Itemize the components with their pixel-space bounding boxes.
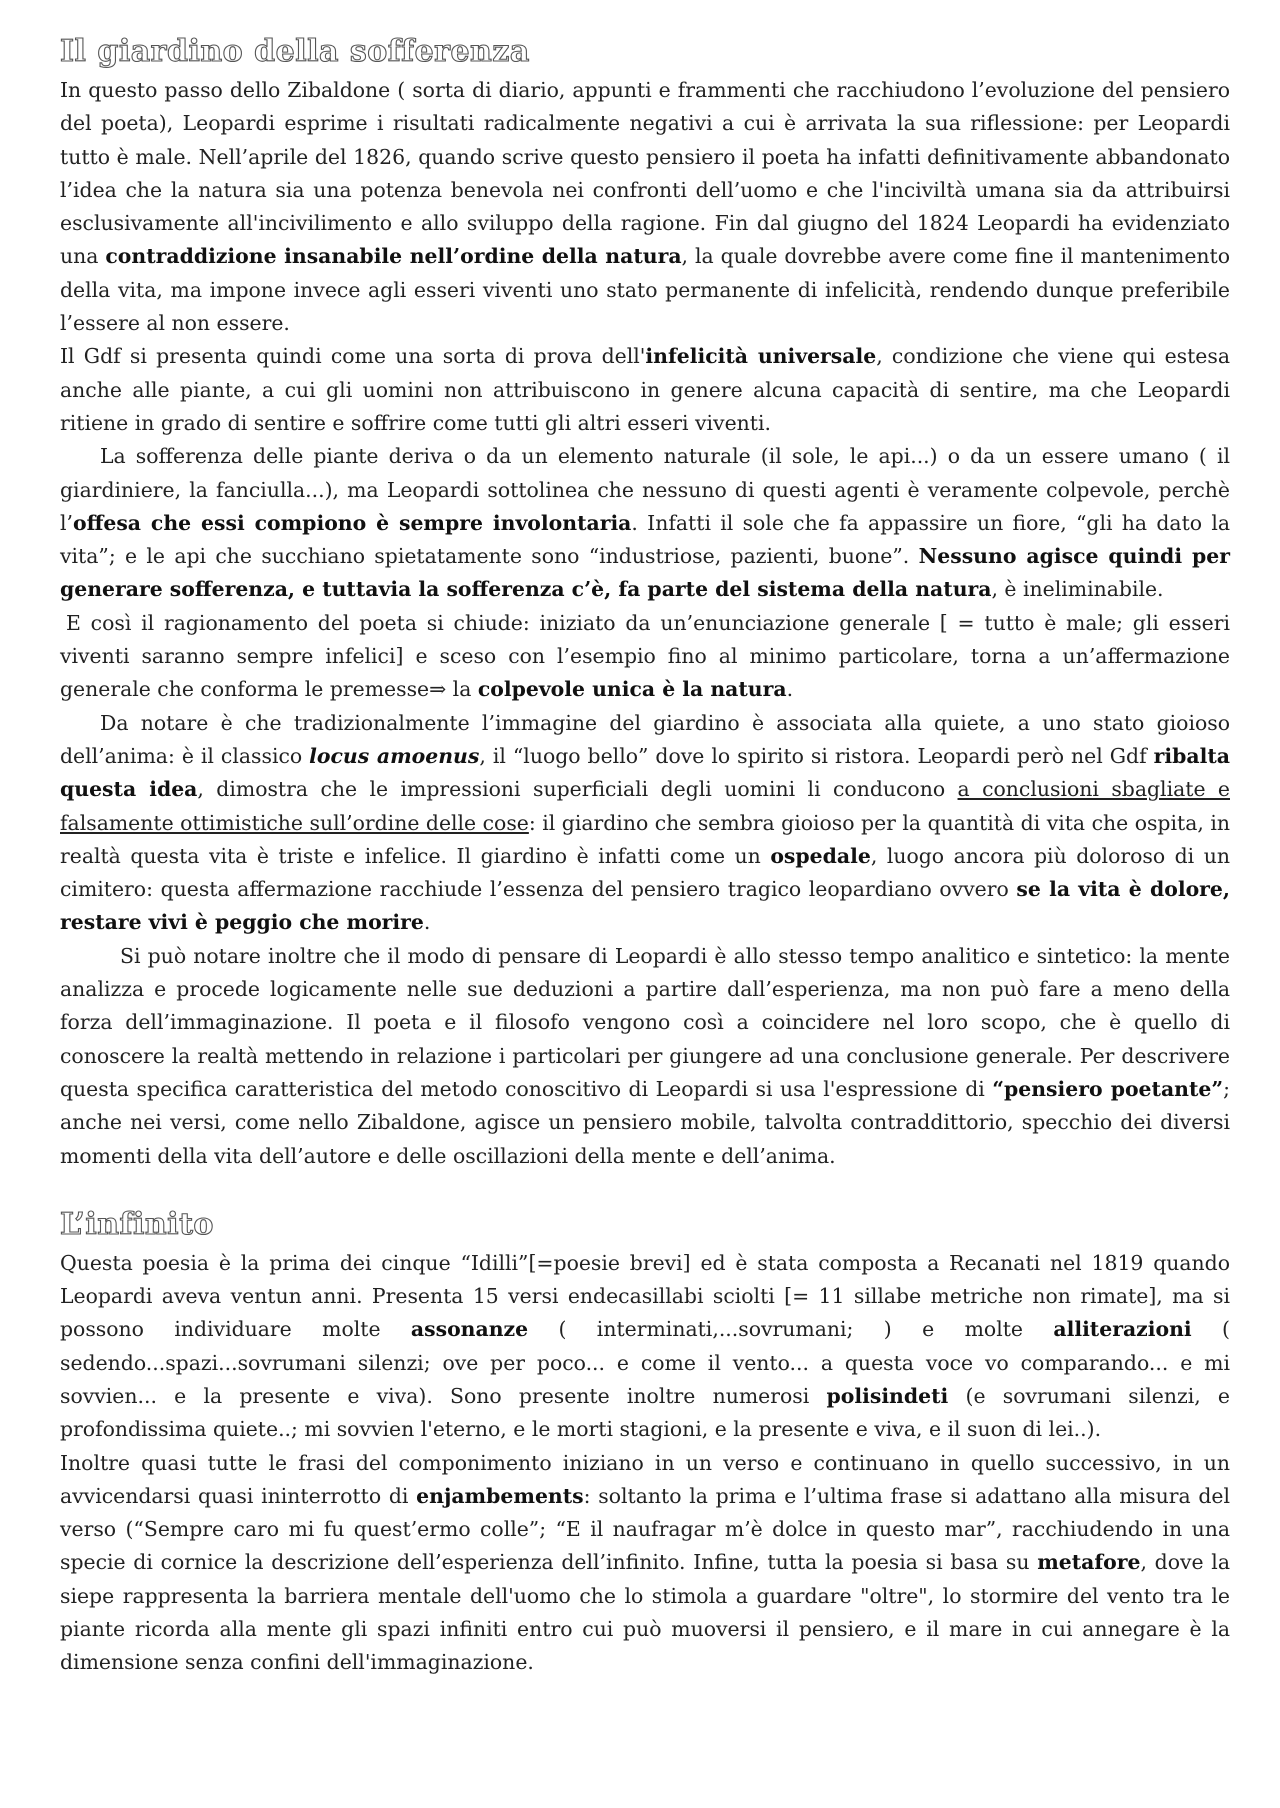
emphasis-text: locus amoenus [309, 743, 480, 768]
document-page [60, 30, 1230, 1680]
section-infinito [60, 1203, 1230, 1680]
text-run: Si può notare inoltre che il modo di pensare di Leopardi è allo stesso tempo analitico e sintetico: la mente analizza e procede logicamente nelle sue deduzioni a partire dall’esperienza, ma non può fare a meno della forza dell’immaginazione. Il poeta e il filosofo vengono così a coincidere nel loro scopo, che è quello di conoscere la realtà mettendo in relazione i particolari per giungere ad una conclusione generale. Per descrivere questa specifica caratteristica del metodo conoscitivo di Leopardi si usa l'espressione di [60, 943, 1230, 1101]
emphasis-text: assonanze [410, 1317, 529, 1342]
text-run: ( interminati,...sovrumani; ) e molte [528, 1317, 1054, 1342]
emphasis-text: Nessuno agisce quindi per generare sofferenza, e tuttavia la sofferenza c’è, fa parte del sistema della natura [60, 544, 1230, 602]
text-run: Il Gdf si presenta quindi come una sorta di prova dell' [60, 344, 646, 369]
text-run: , è ineliminabile. [991, 577, 1164, 602]
emphasis-text: infelicità universale [645, 344, 877, 369]
section-giardino [60, 30, 1230, 1173]
paragraph [60, 940, 1230, 1173]
emphasis-text: ospedale [770, 843, 871, 868]
paragraph [60, 440, 1230, 606]
section-body [60, 1247, 1230, 1680]
text-run: . Infatti il sole che fa appassire un fiore, “gli ha dato la vita”; e le api che succhiano spietatamente sono “industriose, pazienti, buone”. [60, 510, 1231, 569]
text-run: : soltanto la prima e l’ultima frase si adattano alla misura del verso (“Sempre caro mi fu quest’ermo colle”; “E il naufragar m’è dolce in questo mar”, racchiudendo in una specie di cornice la descrizione dell’esperienza dell’infinito. Infine, tutta la poesia si basa su [60, 1483, 1230, 1575]
emphasis-text: enjambements [416, 1483, 584, 1508]
emphasis-text: a conclusioni sbagliate e falsamente ottimistiche sull’ordine delle cose [60, 777, 1230, 835]
text-run: : il giardino che sembra gioioso per la quantità di vita che ospita, in realtà questa vita è triste e infelice. Il giardino è infatti come un [60, 810, 1230, 868]
text-run: , condizione che viene qui estesa anche alle piante, a cui gli uomini non attribuiscono in genere alcuna capacità di sentire, ma che Leopardi ritiene in grado di sentire e soffrire come tutti gli altri esseri viventi. [60, 344, 1230, 435]
emphasis-text: “pensiero poetante” [992, 1076, 1224, 1101]
text-run: Inoltre quasi tutte le frasi del componimento iniziano in un verso e continuano in quello successivo, in un avvicendarsi quasi ininterrotto di [60, 1450, 1230, 1508]
emphasis-text: polisindeti [826, 1383, 949, 1408]
text-run: . [423, 910, 431, 935]
text-run: , la quale dovrebbe avere come fine il mantenimento della vita, ma impone invece agli esseri viventi uno stato permanente di infelicità, rendendo dunque preferibile l’essere al non essere. [60, 244, 1231, 336]
paragraph [60, 340, 1230, 440]
emphasis-wrapper [309, 744, 479, 768]
emphasis-text: alliterazioni [1053, 1317, 1192, 1342]
text-run: , dove la siepe rappresenta la barriera mentale dell'uomo che lo stimola a guardare "oltre", lo stormire del vento tra le piante ricorda alla mente gli spazi infiniti entro cui può muoversi il pensiero, e il mare in cui annegare è la dimensione senza confini dell'immaginazione. [60, 1550, 1230, 1675]
emphasis-text: ribalta questa idea [60, 743, 1230, 802]
emphasis-text: colpevole unica è la natura [477, 677, 787, 702]
emphasis-text: se la vita è dolore, restare vivi è peggio che morire [60, 877, 1230, 935]
text-run: . [786, 677, 794, 702]
paragraph [60, 707, 1230, 940]
text-run: In questo passo dello Zibaldone ( sorta di diario, appunti e frammenti che racchiudono l’evoluzione del pensiero del poeta), Leopardi esprime i risultati radicalmente negativi a cui è arrivata la sua riflessione: per Leopardi tutto è male. Nell’aprile del 1826, quando scrive questo pensiero il poeta ha infatti definitivamente abbandonato l’idea che la natura sia una potenza benevola nei confronti dell’uomo e che l'inciviltà umana sia da attribuirsi esclusivamente all'incivilimento e allo sviluppo della ragione. Fin dal giugno del 1824 Leopardi ha evidenziato una [60, 78, 1230, 269]
paragraph [60, 607, 1230, 707]
text-run: La sofferenza delle piante deriva o da un elemento naturale (il sole, le api...) o da un essere umano ( il giardiniere, la fanciulla...), ma Leopardi sottolinea che nessuno di questi agenti è veramente colpevole, perchè l’ [60, 444, 1230, 535]
text-run: , il “luogo bello” dove lo spirito si ristora. Leopardi però nel Gdf [479, 743, 1154, 768]
text-run: Da notare è che tradizionalmente l’immagine del giardino è associata alla quiete, a uno stato gioioso dell’anima: è il classico [60, 710, 1230, 768]
text-run: (e sovrumani silenzi, e profondissima quiete..; mi sovvien l'eterno, e le morti stagioni, e la presente e viva, e il suon di lei..). [60, 1383, 1230, 1442]
section-body [60, 74, 1230, 1173]
text-run: ; anche nei versi, come nello Zibaldone, agisce un pensiero mobile, talvolta contraddittorio, specchio dei diversi momenti della vita dell’autore e delle oscillazioni della mente e dell’anima. [60, 1076, 1230, 1168]
section-title: Il giardino della sofferenza [60, 34, 530, 69]
section-title: L’infinito [60, 1206, 214, 1242]
paragraph [60, 1447, 1230, 1680]
text-run: E così il ragionamento del poeta si chiude: iniziato da un’enunciazione generale [ = tutto è male; gli esseri viventi saranno sempre infelici] e sceso con l’esempio fino al minimo particolare, torna a un’affermazione generale che conforma le premesse⇒ la [60, 610, 1230, 702]
emphasis-text: metafore [1037, 1550, 1141, 1575]
text-run: , dimostra che le impressioni superficiali degli uomini li conducono [197, 777, 958, 802]
emphasis-text: contraddizione insanabile nell’ordine della natura [105, 244, 682, 269]
text-run: Questa poesia è la prima dei cinque “Idilli”[=poesie brevi] ed è stata composta a Recanati nel 1819 quando Leopardi aveva ventun anni. Presenta 15 versi endecasillabi sciolti [= 11 sillabe metriche non rimate], ma si possono individuare molte [60, 1250, 1230, 1342]
text-run: , luogo ancora più doloroso di un cimitero: questa affermazione racchiude l’essenza del pensiero tragico leopardiano ovvero [60, 843, 1230, 902]
emphasis-text: offesa che essi compiono è sempre involontaria [73, 510, 632, 535]
paragraph [60, 1247, 1230, 1447]
text-run: ( sedendo...spazi...sovrumani silenzi; ove per poco... e come il vento... a questa voce vo comparando... e mi sovvien... e la presente e viva). Sono presente inoltre numerosi [60, 1317, 1230, 1408]
paragraph [60, 74, 1230, 340]
